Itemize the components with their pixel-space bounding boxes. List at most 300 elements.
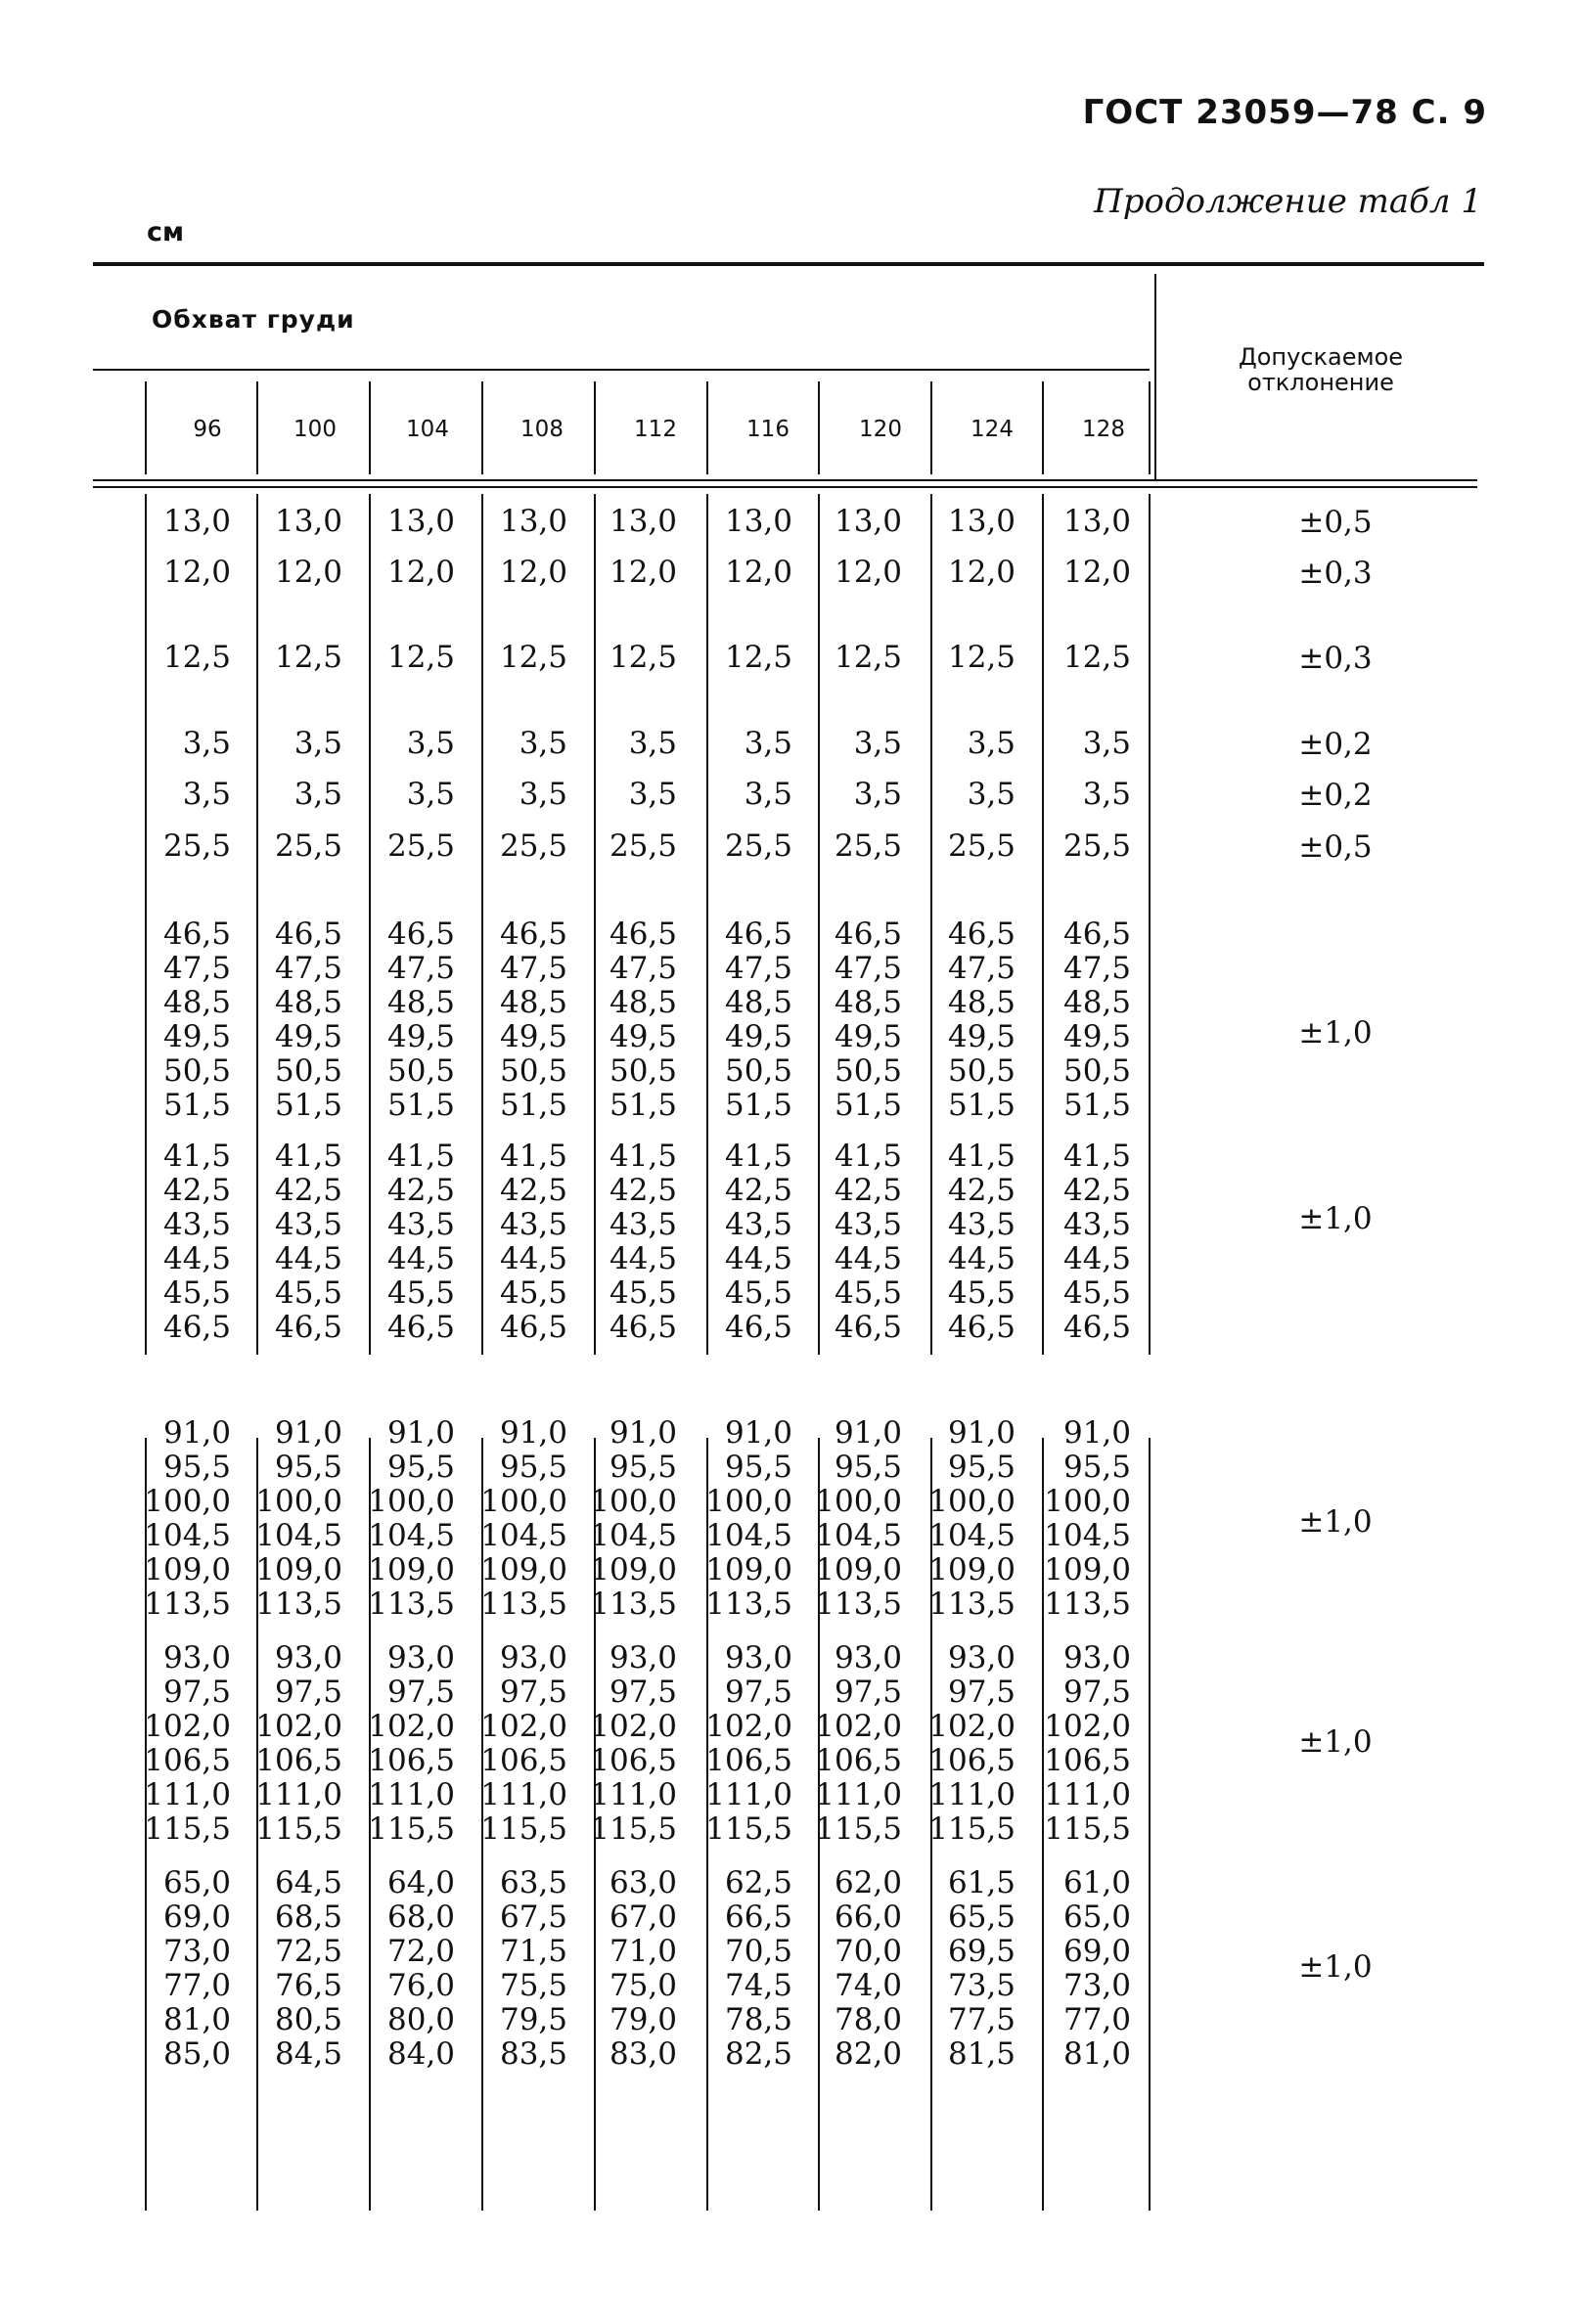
- tolerance-header: Допускаемое отклонение: [1238, 343, 1404, 396]
- table-cell: 43,5: [274, 1207, 342, 1242]
- table-cell: 25,5: [499, 828, 567, 864]
- table-cell: 109,0: [705, 1552, 792, 1587]
- table-cell: 109,0: [144, 1552, 231, 1587]
- table-cell: 44,5: [724, 1241, 792, 1276]
- column-divider: [1149, 1438, 1151, 2211]
- table-cell: 76,0: [386, 1968, 455, 2003]
- column-divider: [930, 381, 932, 474]
- table-cell: 49,5: [274, 1019, 342, 1054]
- table-cell: 3,5: [406, 777, 455, 812]
- table-cell: 25,5: [834, 828, 902, 864]
- table-cell: 97,5: [1062, 1675, 1131, 1710]
- table-cell: 3,5: [1082, 726, 1131, 761]
- table-cell: 42,5: [609, 1173, 677, 1208]
- table-cell: 68,0: [386, 1899, 455, 1935]
- table-cell: 12,5: [609, 640, 677, 675]
- table-cell: 46,5: [834, 916, 902, 952]
- table-cell: 75,0: [609, 1968, 677, 2003]
- table-cell: 81,0: [1062, 2036, 1131, 2072]
- table-cell: 80,5: [274, 2002, 342, 2037]
- table-cell: 41,5: [274, 1139, 342, 1174]
- table-cell: 48,5: [609, 985, 677, 1020]
- table-cell: 109,0: [928, 1552, 1016, 1587]
- table-cell: 12,0: [609, 555, 677, 590]
- table-cell: 47,5: [162, 951, 231, 986]
- column-divider: [481, 381, 483, 474]
- table-cell: 66,5: [724, 1899, 792, 1935]
- table-cell: 50,5: [386, 1053, 455, 1089]
- table-cell: 79,5: [499, 2002, 567, 2037]
- column-divider: [145, 381, 147, 474]
- table-cell: 111,0: [815, 1777, 902, 1812]
- table-cell: 43,5: [162, 1207, 231, 1242]
- table-cell: 43,5: [1062, 1207, 1131, 1242]
- table-cell: 25,5: [386, 828, 455, 864]
- table-cell: 104,5: [928, 1518, 1016, 1553]
- table-cell: 95,5: [1062, 1450, 1131, 1485]
- table-cell: 102,0: [144, 1709, 231, 1744]
- tolerance-column-divider: [1154, 274, 1156, 479]
- table-cell: 3,5: [1082, 777, 1131, 812]
- table-cell: 113,5: [928, 1587, 1016, 1622]
- table-cell: 48,5: [162, 985, 231, 1020]
- table-cell: 62,0: [834, 1865, 902, 1900]
- table-cell: 95,5: [609, 1450, 677, 1485]
- table-cell: 104,5: [590, 1518, 677, 1553]
- table-cell: 49,5: [499, 1019, 567, 1054]
- table-cell: 48,5: [834, 985, 902, 1020]
- table-cell: 91,0: [834, 1415, 902, 1451]
- table-cell: 51,5: [386, 1088, 455, 1123]
- table-cell: 46,5: [947, 1310, 1016, 1345]
- table-cell: 93,0: [834, 1640, 902, 1676]
- table-cell: 111,0: [368, 1777, 455, 1812]
- table-cell: 77,0: [1062, 2002, 1131, 2037]
- tolerance-value: ±0,3: [1298, 641, 1373, 676]
- table-cell: 115,5: [480, 1811, 567, 1847]
- table-cell: 12,5: [947, 640, 1016, 675]
- table-cell: 45,5: [162, 1275, 231, 1311]
- table-cell: 42,5: [499, 1173, 567, 1208]
- table-cell: 76,5: [274, 1968, 342, 2003]
- table-cell: 111,0: [255, 1777, 342, 1812]
- table-cell: 42,5: [386, 1173, 455, 1208]
- table-cell: 3,5: [967, 777, 1016, 812]
- table-cell: 80,0: [386, 2002, 455, 2037]
- table-cell: 50,5: [1062, 1053, 1131, 1089]
- table-cell: 42,5: [274, 1173, 342, 1208]
- table-cell: 106,5: [368, 1743, 455, 1778]
- table-cell: 65,0: [1062, 1899, 1131, 1935]
- column-divider: [594, 381, 596, 474]
- table-cell: 12,5: [274, 640, 342, 675]
- table-cell: 115,5: [705, 1811, 792, 1847]
- table-cell: 81,0: [162, 2002, 231, 2037]
- table-cell: 50,5: [609, 1053, 677, 1089]
- table-cell: 95,5: [499, 1450, 567, 1485]
- table-cell: 111,0: [480, 1777, 567, 1812]
- table-cell: 42,5: [1062, 1173, 1131, 1208]
- table-cell: 106,5: [255, 1743, 342, 1778]
- table-cell: 113,5: [144, 1587, 231, 1622]
- table-cell: 51,5: [834, 1088, 902, 1123]
- table-cell: 95,5: [162, 1450, 231, 1485]
- table-cell: 44,5: [386, 1241, 455, 1276]
- table-cell: 102,0: [815, 1709, 902, 1744]
- table-cell: 51,5: [609, 1088, 677, 1123]
- table-cell: 102,0: [928, 1709, 1016, 1744]
- table-cell: 73,0: [162, 1934, 231, 1969]
- table-cell: 44,5: [947, 1241, 1016, 1276]
- table-cell: 12,0: [162, 555, 231, 590]
- table-cell: 49,5: [947, 1019, 1016, 1054]
- table-cell: 93,0: [274, 1640, 342, 1676]
- table-cell: 3,5: [628, 777, 677, 812]
- table-cell: 45,5: [724, 1275, 792, 1311]
- tolerance-value: ±0,2: [1298, 778, 1373, 813]
- table-cell: 50,5: [834, 1053, 902, 1089]
- column-divider: [369, 381, 371, 474]
- table-cell: 65,5: [947, 1899, 1016, 1935]
- table-cell: 111,0: [928, 1777, 1016, 1812]
- table-cell: 113,5: [368, 1587, 455, 1622]
- table-cell: 25,5: [947, 828, 1016, 864]
- table-cell: 3,5: [744, 777, 792, 812]
- table-cell: 97,5: [724, 1675, 792, 1710]
- table-cell: 3,5: [182, 726, 231, 761]
- table-cell: 50,5: [947, 1053, 1016, 1089]
- table-cell: 106,5: [928, 1743, 1016, 1778]
- table-cell: 12,0: [499, 555, 567, 590]
- table-cell: 47,5: [1062, 951, 1131, 986]
- table-cell: 13,0: [834, 504, 902, 539]
- table-cell: 41,5: [834, 1139, 902, 1174]
- table-cell: 49,5: [724, 1019, 792, 1054]
- table-cell: 104,5: [144, 1518, 231, 1553]
- table-cell: 115,5: [590, 1811, 677, 1847]
- table-cell: 115,5: [1044, 1811, 1131, 1847]
- table-cell: 47,5: [724, 951, 792, 986]
- table-cell: 91,0: [609, 1415, 677, 1451]
- table-cell: 84,0: [386, 2036, 455, 2072]
- table-cell: 25,5: [162, 828, 231, 864]
- tolerance-value: ±1,0: [1298, 1201, 1373, 1236]
- table-cell: 109,0: [480, 1552, 567, 1587]
- table-cell: 115,5: [144, 1811, 231, 1847]
- table-cell: 3,5: [967, 726, 1016, 761]
- table-cell: 61,0: [1062, 1865, 1131, 1900]
- table-cell: 95,5: [724, 1450, 792, 1485]
- table-cell: 95,5: [274, 1450, 342, 1485]
- table-continuation-label: Продолжение табл 1: [1094, 182, 1482, 221]
- table-cell: 91,0: [386, 1415, 455, 1451]
- table-cell: 46,5: [609, 1310, 677, 1345]
- table-cell: 62,5: [724, 1865, 792, 1900]
- table-cell: 109,0: [590, 1552, 677, 1587]
- table-cell: 100,0: [1044, 1484, 1131, 1519]
- table-cell: 51,5: [1062, 1088, 1131, 1123]
- table-cell: 100,0: [368, 1484, 455, 1519]
- table-cell: 91,0: [499, 1415, 567, 1451]
- table-cell: 12,5: [1062, 640, 1131, 675]
- table-cell: 46,5: [1062, 916, 1131, 952]
- table-cell: 61,5: [947, 1865, 1016, 1900]
- table-cell: 46,5: [162, 1310, 231, 1345]
- table-cell: 45,5: [386, 1275, 455, 1311]
- table-cell: 12,5: [499, 640, 567, 675]
- tolerance-value: ±1,0: [1298, 1949, 1373, 1985]
- table-cell: 13,0: [386, 504, 455, 539]
- table-cell: 25,5: [724, 828, 792, 864]
- table-cell: 77,5: [947, 2002, 1016, 2037]
- table-cell: 45,5: [1062, 1275, 1131, 1311]
- table-cell: 93,0: [724, 1640, 792, 1676]
- table-cell: 93,0: [386, 1640, 455, 1676]
- table-cell: 42,5: [947, 1173, 1016, 1208]
- table-cell: 12,0: [1062, 555, 1131, 590]
- table-cell: 13,0: [1062, 504, 1131, 539]
- table-cell: 63,0: [609, 1865, 677, 1900]
- table-cell: 41,5: [1062, 1139, 1131, 1174]
- table-cell: 46,5: [386, 916, 455, 952]
- table-cell: 102,0: [368, 1709, 455, 1744]
- table-cell: 102,0: [1044, 1709, 1131, 1744]
- table-cell: 102,0: [255, 1709, 342, 1744]
- table-cell: 104,5: [705, 1518, 792, 1553]
- table-cell: 12,5: [834, 640, 902, 675]
- table-cell: 64,5: [274, 1865, 342, 1900]
- table-cell: 3,5: [519, 726, 567, 761]
- table-cell: 51,5: [499, 1088, 567, 1123]
- table-cell: 12,0: [386, 555, 455, 590]
- table-cell: 113,5: [590, 1587, 677, 1622]
- column-header: 100: [293, 417, 337, 442]
- table-cell: 67,5: [499, 1899, 567, 1935]
- table-cell: 109,0: [1044, 1552, 1131, 1587]
- table-cell: 73,0: [1062, 1968, 1131, 2003]
- table-cell: 48,5: [724, 985, 792, 1020]
- table-cell: 69,0: [162, 1899, 231, 1935]
- table-cell: 13,0: [947, 504, 1016, 539]
- table-cell: 68,5: [274, 1899, 342, 1935]
- table-cell: 97,5: [947, 1675, 1016, 1710]
- table-cell: 41,5: [609, 1139, 677, 1174]
- page-header-title: ГОСТ 23059—78 С. 9: [1082, 93, 1487, 132]
- table-cell: 13,0: [724, 504, 792, 539]
- table-cell: 109,0: [815, 1552, 902, 1587]
- table-cell: 45,5: [834, 1275, 902, 1311]
- column-divider: [818, 381, 820, 474]
- table-cell: 95,5: [386, 1450, 455, 1485]
- table-cell: 12,5: [724, 640, 792, 675]
- table-cell: 71,5: [499, 1934, 567, 1969]
- tolerance-value: ±1,0: [1298, 1504, 1373, 1540]
- table-cell: 97,5: [162, 1675, 231, 1710]
- table-cell: 100,0: [705, 1484, 792, 1519]
- table-cell: 49,5: [609, 1019, 677, 1054]
- table-cell: 75,5: [499, 1968, 567, 2003]
- table-cell: 97,5: [499, 1675, 567, 1710]
- table-cell: 43,5: [499, 1207, 567, 1242]
- table-cell: 115,5: [255, 1811, 342, 1847]
- table-cell: 82,5: [724, 2036, 792, 2072]
- table-cell: 46,5: [386, 1310, 455, 1345]
- table-cell: 79,0: [609, 2002, 677, 2037]
- table-cell: 47,5: [609, 951, 677, 986]
- table-cell: 115,5: [928, 1811, 1016, 1847]
- table-cell: 46,5: [1062, 1310, 1131, 1345]
- table-cell: 111,0: [590, 1777, 677, 1812]
- table-cell: 111,0: [1044, 1777, 1131, 1812]
- table-cell: 12,0: [724, 555, 792, 590]
- column-header: 104: [406, 417, 449, 442]
- table-cell: 43,5: [947, 1207, 1016, 1242]
- table-cell: 46,5: [609, 916, 677, 952]
- table-cell: 50,5: [724, 1053, 792, 1089]
- table-cell: 93,0: [947, 1640, 1016, 1676]
- table-cell: 100,0: [928, 1484, 1016, 1519]
- table-cell: 113,5: [255, 1587, 342, 1622]
- table-cell: 113,5: [1044, 1587, 1131, 1622]
- table-cell: 100,0: [144, 1484, 231, 1519]
- column-divider: [1042, 381, 1044, 474]
- table-cell: 65,0: [162, 1865, 231, 1900]
- table-cell: 69,0: [1062, 1934, 1131, 1969]
- table-cell: 97,5: [386, 1675, 455, 1710]
- table-cell: 51,5: [274, 1088, 342, 1123]
- table-cell: 46,5: [162, 916, 231, 952]
- table-cell: 25,5: [1062, 828, 1131, 864]
- table-cell: 47,5: [834, 951, 902, 986]
- table-cell: 106,5: [705, 1743, 792, 1778]
- tolerance-value: ±0,5: [1298, 505, 1373, 540]
- table-cell: 47,5: [274, 951, 342, 986]
- table-cell: 83,5: [499, 2036, 567, 2072]
- table-cell: 50,5: [499, 1053, 567, 1089]
- table-cell: 115,5: [368, 1811, 455, 1847]
- table-cell: 43,5: [724, 1207, 792, 1242]
- table-cell: 95,5: [834, 1450, 902, 1485]
- column-header: 116: [746, 417, 790, 442]
- table-cell: 48,5: [274, 985, 342, 1020]
- table-cell: 51,5: [724, 1088, 792, 1123]
- column-header: 96: [193, 417, 222, 442]
- table-cell: 106,5: [1044, 1743, 1131, 1778]
- table-cell: 12,0: [274, 555, 342, 590]
- table-cell: 106,5: [144, 1743, 231, 1778]
- tolerance-value: ±0,5: [1298, 829, 1373, 865]
- table-cell: 95,5: [947, 1450, 1016, 1485]
- table-cell: 49,5: [1062, 1019, 1131, 1054]
- table-cell: 43,5: [386, 1207, 455, 1242]
- table-cell: 78,5: [724, 2002, 792, 2037]
- table-cell: 50,5: [162, 1053, 231, 1089]
- table-cell: 3,5: [406, 726, 455, 761]
- table-cell: 70,0: [834, 1934, 902, 1969]
- table-cell: 42,5: [834, 1173, 902, 1208]
- table-cell: 49,5: [386, 1019, 455, 1054]
- table-cell: 64,0: [386, 1865, 455, 1900]
- table-cell: 74,0: [834, 1968, 902, 2003]
- group-underline: [93, 369, 1150, 371]
- table-cell: 104,5: [815, 1518, 902, 1553]
- table-cell: 44,5: [609, 1241, 677, 1276]
- table-cell: 67,0: [609, 1899, 677, 1935]
- table-cell: 45,5: [609, 1275, 677, 1311]
- table-cell: 93,0: [499, 1640, 567, 1676]
- table-cell: 104,5: [368, 1518, 455, 1553]
- table-cell: 48,5: [947, 985, 1016, 1020]
- table-cell: 109,0: [368, 1552, 455, 1587]
- table-cell: 78,0: [834, 2002, 902, 2037]
- table-cell: 74,5: [724, 1968, 792, 2003]
- tolerance-value: ±0,2: [1298, 727, 1373, 762]
- table-cell: 46,5: [274, 916, 342, 952]
- table-cell: 49,5: [834, 1019, 902, 1054]
- table-cell: 84,5: [274, 2036, 342, 2072]
- table-cell: 72,5: [274, 1934, 342, 1969]
- table-cell: 102,0: [705, 1709, 792, 1744]
- table-cell: 46,5: [499, 1310, 567, 1345]
- table-cell: 45,5: [947, 1275, 1016, 1311]
- table-cell: 93,0: [1062, 1640, 1131, 1676]
- table-cell: 69,5: [947, 1934, 1016, 1969]
- table-cell: 100,0: [815, 1484, 902, 1519]
- table-cell: 44,5: [162, 1241, 231, 1276]
- table-cell: 3,5: [628, 726, 677, 761]
- table-cell: 43,5: [834, 1207, 902, 1242]
- unit-label: см: [147, 217, 185, 247]
- table-cell: 77,0: [162, 1968, 231, 2003]
- table-cell: 91,0: [724, 1415, 792, 1451]
- table-cell: 44,5: [1062, 1241, 1131, 1276]
- table-cell: 41,5: [724, 1139, 792, 1174]
- table-cell: 91,0: [947, 1415, 1016, 1451]
- table-cell: 46,5: [724, 916, 792, 952]
- table-cell: 71,0: [609, 1934, 677, 1969]
- header-bottom-rule: [93, 479, 1477, 481]
- table-cell: 46,5: [724, 1310, 792, 1345]
- table-cell: 41,5: [947, 1139, 1016, 1174]
- table-cell: 3,5: [853, 777, 902, 812]
- table-cell: 25,5: [609, 828, 677, 864]
- table-cell: 97,5: [609, 1675, 677, 1710]
- tolerance-value: ±1,0: [1298, 1724, 1373, 1760]
- table-cell: 63,5: [499, 1865, 567, 1900]
- table-cell: 46,5: [499, 916, 567, 952]
- table-cell: 48,5: [386, 985, 455, 1020]
- table-cell: 113,5: [815, 1587, 902, 1622]
- table-cell: 13,0: [499, 504, 567, 539]
- header-bottom-rule-double: [93, 486, 1477, 488]
- table-cell: 113,5: [705, 1587, 792, 1622]
- table-cell: 102,0: [590, 1709, 677, 1744]
- column-divider: [1149, 494, 1151, 1355]
- table-cell: 104,5: [1044, 1518, 1131, 1553]
- column-header: 108: [520, 417, 564, 442]
- table-cell: 115,5: [815, 1811, 902, 1847]
- table-cell: 97,5: [274, 1675, 342, 1710]
- table-cell: 93,0: [609, 1640, 677, 1676]
- table-cell: 45,5: [499, 1275, 567, 1311]
- table-cell: 42,5: [724, 1173, 792, 1208]
- table-cell: 48,5: [499, 985, 567, 1020]
- table-cell: 46,5: [834, 1310, 902, 1345]
- table-cell: 13,0: [162, 504, 231, 539]
- table-cell: 46,5: [274, 1310, 342, 1345]
- table-cell: 49,5: [162, 1019, 231, 1054]
- column-header: 120: [859, 417, 902, 442]
